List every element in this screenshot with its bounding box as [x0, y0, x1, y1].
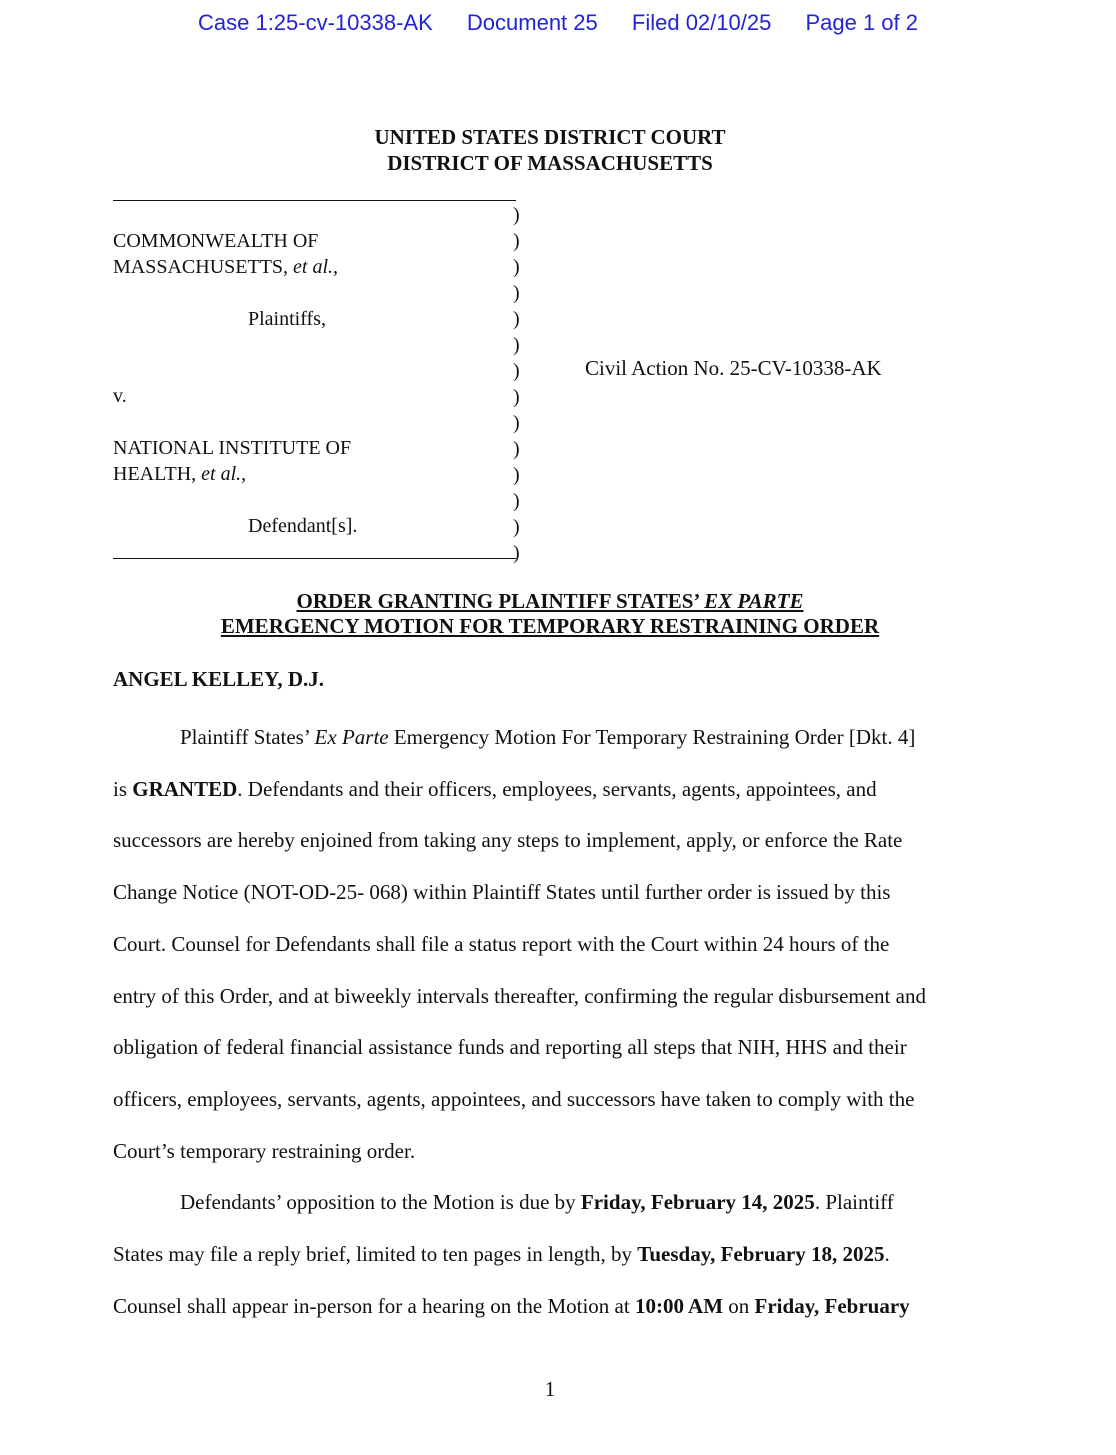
defendant-role: Defendant[s].	[248, 515, 358, 537]
defendant-name: NATIONAL INSTITUTE OF HEALTH, et al.,	[113, 437, 352, 485]
caption-parentheses: ) ) ) ) ) ) ) ) ) ) ) ) ) )	[513, 204, 520, 564]
order-title: ORDER GRANTING PLAINTIFF STATES’ EX PARTE EMERGENCY MOTION FOR TEMPORARY RESTRAINING ORDER	[220, 589, 880, 638]
ecf-header	[0, 10, 1116, 36]
paragraph-2: Defendants’ opposition to the Motion is due by Friday, February 14, 2025. Plaintiff States may file a reply brief, limited to ten pages in length, by Tuesday, February 18, 2025. Counsel shall appear in-person for a hearing on the Motion at 10:00 AM on Friday, February	[113, 1190, 910, 1318]
page-indicator: Page 1 of 2	[805, 10, 918, 35]
court-name	[0, 124, 1100, 176]
court-line1: UNITED STATES DISTRICT COURT	[374, 125, 726, 149]
judge-name: ANGEL KELLEY, D.J.	[113, 667, 325, 691]
plaintiff-name: COMMONWEALTH OF MASSACHUSETTS, et al.,	[113, 230, 339, 278]
plaintiff-role: Plaintiffs,	[248, 308, 326, 330]
court-line2: DISTRICT OF MASSACHUSETTS	[387, 151, 713, 175]
civil-action-number: Civil Action No. 25-CV-10338-AK	[585, 356, 882, 380]
versus: v.	[113, 385, 127, 407]
case-number: Case 1:25-cv-10338-AK	[197, 10, 433, 35]
caption-bottom-rule	[113, 558, 516, 559]
filed-date: Filed 02/10/25	[631, 10, 772, 35]
order-body	[113, 712, 993, 1332]
caption-top-rule	[113, 200, 516, 201]
page-number: 1	[544, 1377, 556, 1401]
document-number: Document 25	[466, 10, 598, 35]
paragraph-1: Plaintiff States’ Ex Parte Emergency Motion For Temporary Restraining Order [Dkt. 4] is GRANTED. Defendants and their officers, employees, servants, agents, appointees, and successors are hereby enjoined from taking any steps to implement, apply, or enforce the Rate Change Notice (NOT-OD-25- 068) within Plaintiff States until further order is issued by this Court. Counsel for Defendants shall file a status report with the Court within 24 hours of the entry of this Order, and at biweekly intervals thereafter, confirming the regular disbursement and obligation of federal financial assistance funds and reporting all steps that NIH, HHS and their officers, employees, servants, agents, appointees, and successors have taken to comply with the Court’s temporary restraining order.	[113, 725, 926, 1163]
